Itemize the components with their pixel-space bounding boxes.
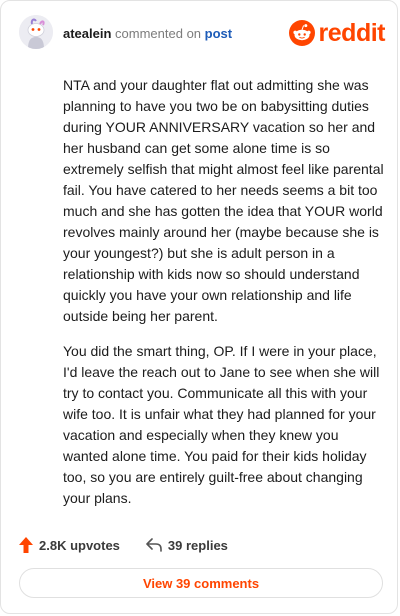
comment-paragraph: You did the smart thing, OP. If I were in your place, I'd leave the reach out to Jane to see when she will try to contact you. Communicate all this with your wife too. It is unfair what they had planned for your vacation and especially when they knew you wanted alone time. You paid for their kids holiday too, so you are entirely guilt-free about changing your plans. <box>63 343 380 506</box>
reddit-logo[interactable] <box>289 19 385 47</box>
upvote-stat[interactable] <box>19 537 120 553</box>
reply-stat[interactable] <box>146 538 228 553</box>
reply-count: 39 replies <box>167 537 228 553</box>
comment-meta <box>63 26 232 42</box>
reddit-snoo-icon <box>289 20 315 46</box>
user-avatar[interactable] <box>19 15 53 49</box>
comment-body <box>63 75 385 523</box>
reddit-wordmark: reddit <box>318 19 385 47</box>
reply-arrow-icon <box>146 538 162 552</box>
comment-stats <box>19 535 228 555</box>
post-link[interactable]: post <box>204 26 233 41</box>
snoo-avatar-icon <box>19 15 53 49</box>
action-text: commented on <box>115 26 202 41</box>
comment-header <box>19 15 385 51</box>
view-comments-button[interactable]: View 39 comments <box>19 568 383 598</box>
username-link[interactable]: atealein <box>63 26 112 41</box>
upvote-count: 2.8K upvotes <box>39 537 120 553</box>
upvote-arrow-icon <box>19 537 33 553</box>
comment-paragraph: NTA and your daughter flat out admitting she was planning to have you two be on babysitting duties during YOUR ANNIVERSARY vacation so her and her husband can get some alone time is so extremely selfish that might almost feel like parental fail. You have catered to her needs seems a bit too much and she has gotten the idea that YOUR world revolves mainly around her (maybe because she is your youngest?) but she is adult person in a relationship with kids now so should understand quickly you have your own relationship and life outside being her parent. <box>63 77 384 324</box>
